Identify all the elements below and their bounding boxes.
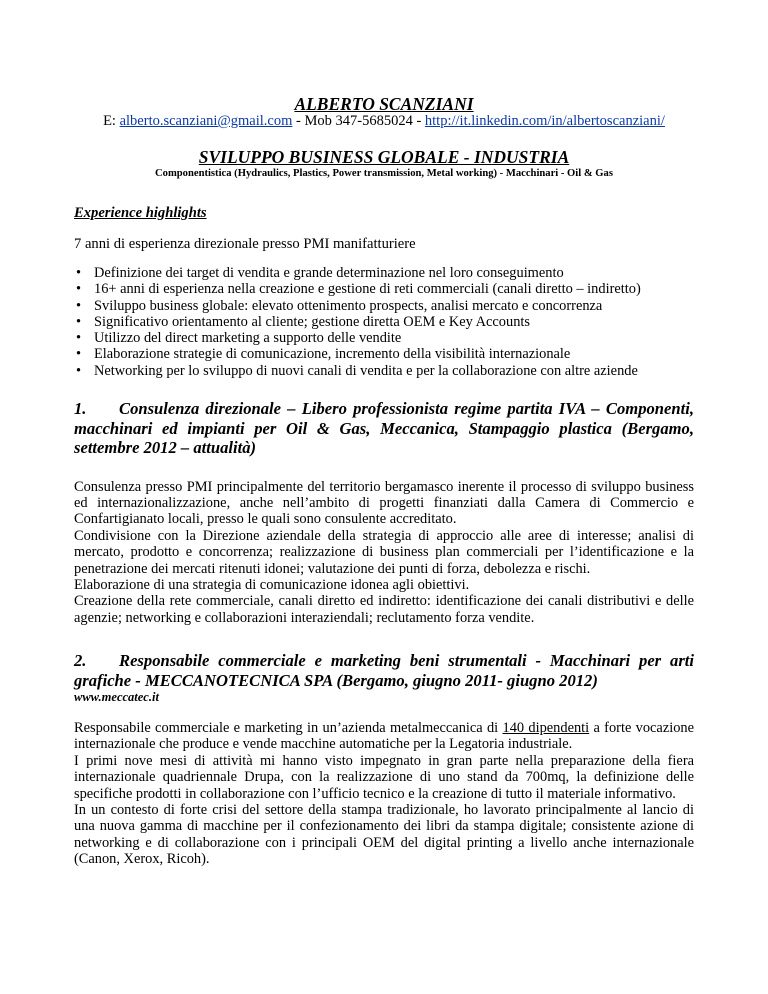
list-item-text: Utilizzo del direct marketing a supporto delle vendite bbox=[94, 330, 402, 347]
paragraph-text: Responsabile commerciale e marketing in un’azienda metalmeccanica di bbox=[74, 720, 503, 736]
section-title-text: Responsabile commerciale e marketing beni strumentali - Macchinari per arti grafiche - MECCANOTECNICA SPA (Bergamo, giugno 2011- giugno 2012) bbox=[74, 651, 694, 690]
experience-body bbox=[74, 720, 694, 868]
paragraph bbox=[74, 720, 694, 753]
list-item bbox=[74, 265, 714, 281]
paragraph: In un contesto di forte crisi del settore della stampa tradizionale, ho lavorato principalmente al lancio di una nuova gamma di macchine per il confezionamento dei libri da stampa digitale; consistente azione di networking e di collaborazione con i principali OEM del digital printing a livello anche internazionale (Canon, Xerox, Ricoh). bbox=[74, 802, 694, 868]
section-number: 2. bbox=[74, 651, 87, 670]
list-item-text: Sviluppo business globale: elevato ottenimento prospects, analisi mercato e concorrenza bbox=[94, 297, 603, 314]
list-item bbox=[74, 298, 714, 314]
list-item-text: 16+ anni di esperienza nella creazione e gestione di reti commerciali (canali diretto – indiretto) bbox=[94, 281, 641, 298]
bullet-icon: • bbox=[76, 362, 82, 379]
candidate-name: ALBERTO SCANZIANI bbox=[294, 94, 474, 114]
bullet-icon: • bbox=[76, 281, 82, 298]
list-item-text: Elaborazione strategie di comunicazione, incremento della visibilità internazionale bbox=[94, 346, 571, 363]
paragraph-text: a forte vocazione internazionale che produce e vende macchine automatiche per la Legatoria industriale. bbox=[74, 720, 694, 753]
list-item bbox=[74, 346, 714, 362]
section-number: 1. bbox=[74, 399, 87, 418]
mobile-text: - Mob 347-5685024 - bbox=[292, 113, 425, 129]
employee-count: 140 dipendenti bbox=[502, 720, 590, 736]
paragraph: I primi nove mesi di attività mi hanno visto impegnato in gran parte nella preparazione della fiera internazionale quadriennale Drupa, con la realizzazione di uno stand da 700mq, la definizione delle specifiche prodotti in collaborazione con l’ufficio tecnico e la creazione di tutto il materiale informativo. bbox=[74, 752, 694, 802]
email-link[interactable]: alberto.scanziani@gmail.com bbox=[119, 113, 293, 129]
bullet-icon: • bbox=[76, 313, 82, 330]
professional-title: SVILUPPO BUSINESS GLOBALE - INDUSTRIA bbox=[198, 147, 570, 167]
list-item bbox=[74, 281, 714, 297]
list-item bbox=[74, 314, 714, 330]
experience-section-1 bbox=[74, 399, 694, 626]
bullet-icon: • bbox=[76, 330, 82, 347]
paragraph: Elaborazione di una strategia di comunicazione idonea agli obiettivi. bbox=[74, 576, 470, 593]
paragraph: Consulenza presso PMI principalmente del territorio bergamasco inerente il processo di sviluppo business ed internazionalizzazione, anche nell’ambito di progetti finanziati dalla Camera di Commercio e Confartigianato locali, presso le quali sono consulente accreditato. bbox=[74, 478, 694, 528]
paragraph: Creazione della rete commerciale, canali diretto ed indiretto: identificazione dei canali distributivi e delle agenzie; networking e collaborazioni interaziendali; reclutamento forza vendite. bbox=[74, 593, 694, 626]
email-prefix: E: bbox=[103, 113, 120, 129]
bullet-icon: • bbox=[76, 265, 82, 281]
contact-line bbox=[0, 113, 768, 130]
list-item-text: Networking per lo sviluppo di nuovi canali di vendita e per la collaborazione con altre aziende bbox=[94, 362, 638, 379]
bullet-icon: • bbox=[76, 346, 82, 363]
experience-title bbox=[74, 651, 694, 690]
list-item-text: Definizione dei target di vendita e grande determinazione nel loro conseguimento bbox=[94, 265, 564, 281]
experience-body bbox=[74, 479, 694, 627]
highlights-intro: 7 anni di esperienza direzionale presso PMI manifatturiere bbox=[74, 236, 416, 252]
list-item bbox=[74, 330, 714, 346]
section-title-text: Consulenza direzionale – Libero professionista regime partita IVA – Componenti, macchinari ed impianti per Oil & Gas, Meccanica, Stampaggio plastica (Bergamo, settembre 2012 – attualità) bbox=[74, 399, 694, 457]
experience-section-2 bbox=[74, 651, 694, 868]
highlights-heading: Experience highlights bbox=[74, 205, 207, 221]
experience-title bbox=[74, 399, 694, 458]
paragraph: Condivisione con la Direzione aziendale della strategia di approccio alle aree di interesse; analisi di mercato, prodotto e concorrenza; realizzazione di business plan commerciali per l’identificazione e la penetrazione dei mercati ritenuti idonei; valutazione dei punti di forza, debolezza e rischi. bbox=[74, 527, 694, 577]
sector-subtitle: Componentistica (Hydraulics, Plastics, Power transmission, Metal working) - Macchinari - Oil & Gas bbox=[155, 168, 613, 179]
bullet-icon: • bbox=[76, 297, 82, 314]
company-website: www.meccatec.it bbox=[74, 690, 159, 704]
highlights-list bbox=[74, 265, 714, 379]
list-item-text: Significativo orientamento al cliente; gestione diretta OEM e Key Accounts bbox=[94, 313, 530, 330]
list-item bbox=[74, 363, 714, 379]
linkedin-link[interactable]: http://it.linkedin.com/in/albertoscanziani/ bbox=[424, 113, 665, 129]
